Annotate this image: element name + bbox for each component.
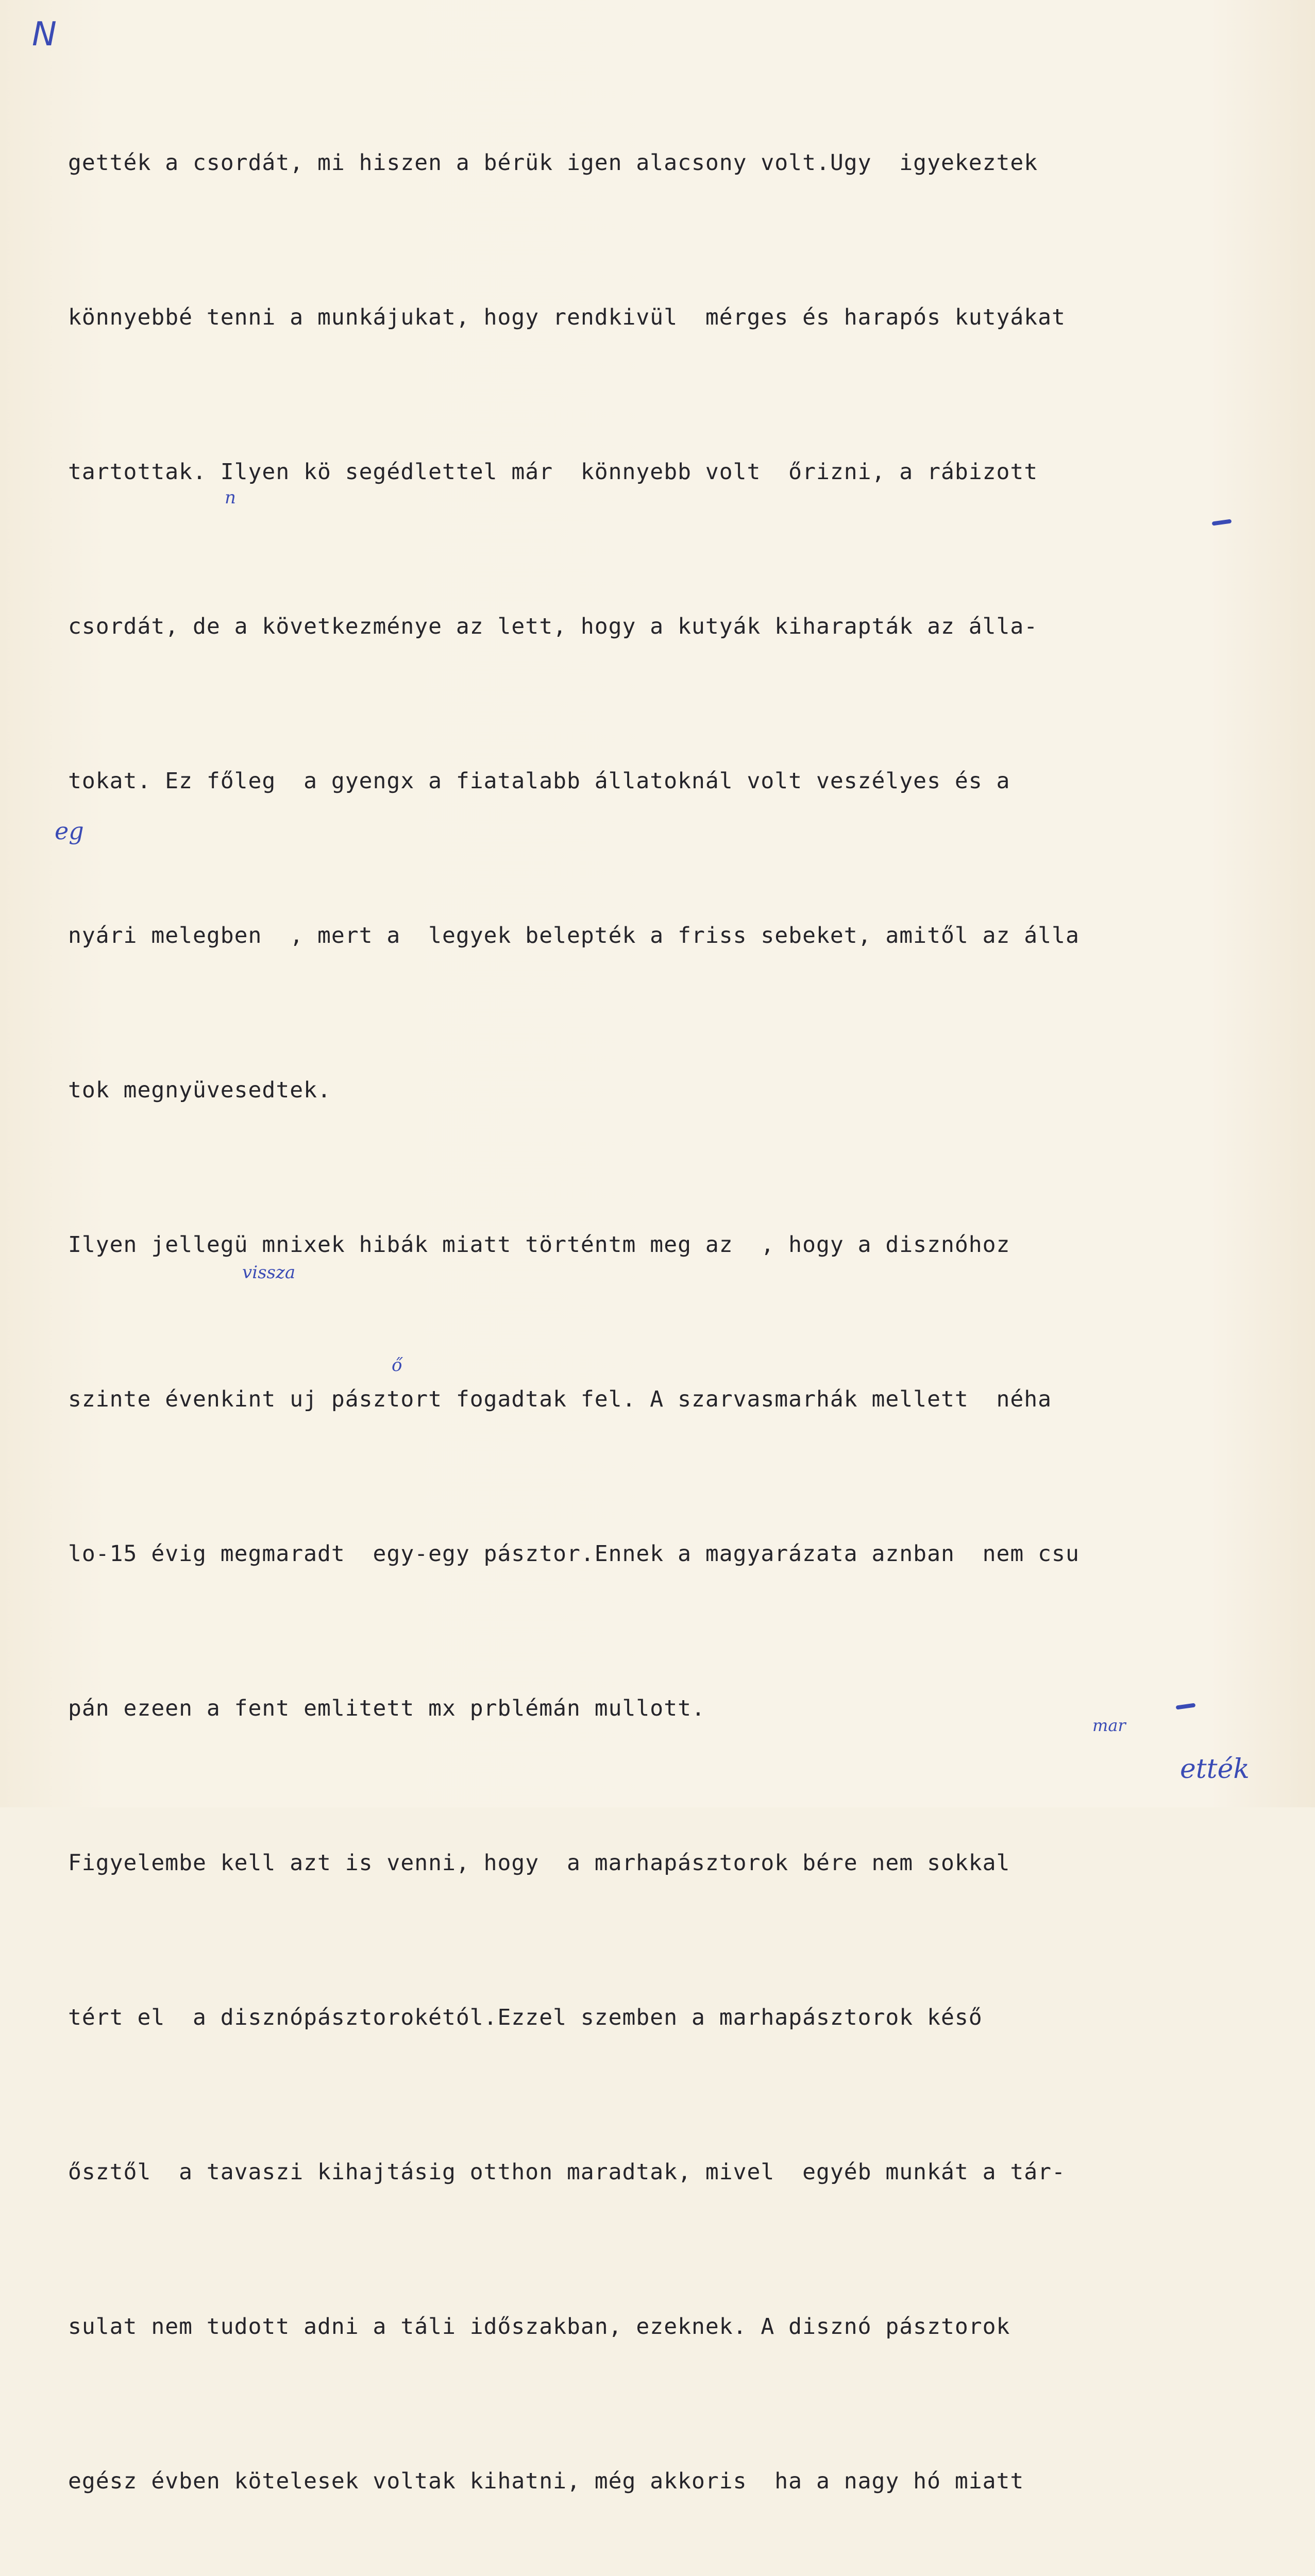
text-line: szinte évenkint uj pásztort fogadtak fel. A szarvasmarhák mellett néha	[68, 1386, 1052, 1412]
text-line: tokat. Ez főleg a gyengx a fiatalabb állatoknál volt veszélyes és a	[68, 768, 1010, 794]
text-line: tért el a disznópásztorokétól.Ezzel szemben a marhapásztorok késő	[68, 2005, 983, 2030]
margin-handwritten-mark: N	[32, 15, 57, 54]
text-line: tartottak. Ilyen kö segédlettel már könnyebb volt őrizni, a rábizott	[68, 459, 1038, 485]
text-line: nyári melegben , mert a legyek belepték a friss sebeket, amitől az álla	[68, 923, 1080, 948]
text-line: tok megnyüvesedtek.	[68, 1077, 331, 1103]
text-line: ősztől a tavaszi kihajtásig otthon maradtak, mivel egyéb munkát a tár-	[68, 2159, 1066, 2185]
handwritten-margin-eg: eg	[55, 817, 84, 845]
handwritten-ettek: ették	[1180, 1754, 1250, 1785]
text-line: Ilyen jellegü mnixek hibák miatt történtm meg az , hogy a disznóhoz	[68, 1232, 1010, 1258]
typed-text-body	[68, 34, 1253, 2576]
text-line: lo-15 évig megmaradt egy-egy pásztor.Ennek a magyarázata aznban nem csu	[68, 1541, 1080, 1567]
text-line: Figyelembe kell azt is venni, hogy a marhapásztorok bére nem sokkal	[68, 1850, 1010, 1876]
text-line: gették a csordát, mi hiszen a bérük igen alacsony volt.Ugy igyekeztek	[68, 150, 1038, 176]
text-line: egész évben kötelesek voltak kihatni, még akkoris ha a nagy hó miatt	[68, 2468, 1024, 2494]
handwritten-insert-n: n	[225, 487, 236, 508]
text-line: sulat nem tudott adni a táli időszakban, ezeknek. A disznó pásztorok	[68, 2314, 1010, 2340]
text-line: pán ezeen a fent emlitett mx prblémán mullott.	[68, 1696, 705, 1721]
text-line: csordát, de a következménye az lett, hogy a kutyák kiharapták az álla-	[68, 614, 1038, 639]
text-line: könnyebbé tenni a munkájukat, hogy rendkivül mérges és harapós kutyákat	[68, 304, 1066, 330]
handwritten-insert-vissza: vissza	[242, 1262, 296, 1283]
handwritten-insert-o: ő	[392, 1355, 402, 1376]
handwritten-insert-mar: mar	[1092, 1716, 1126, 1735]
